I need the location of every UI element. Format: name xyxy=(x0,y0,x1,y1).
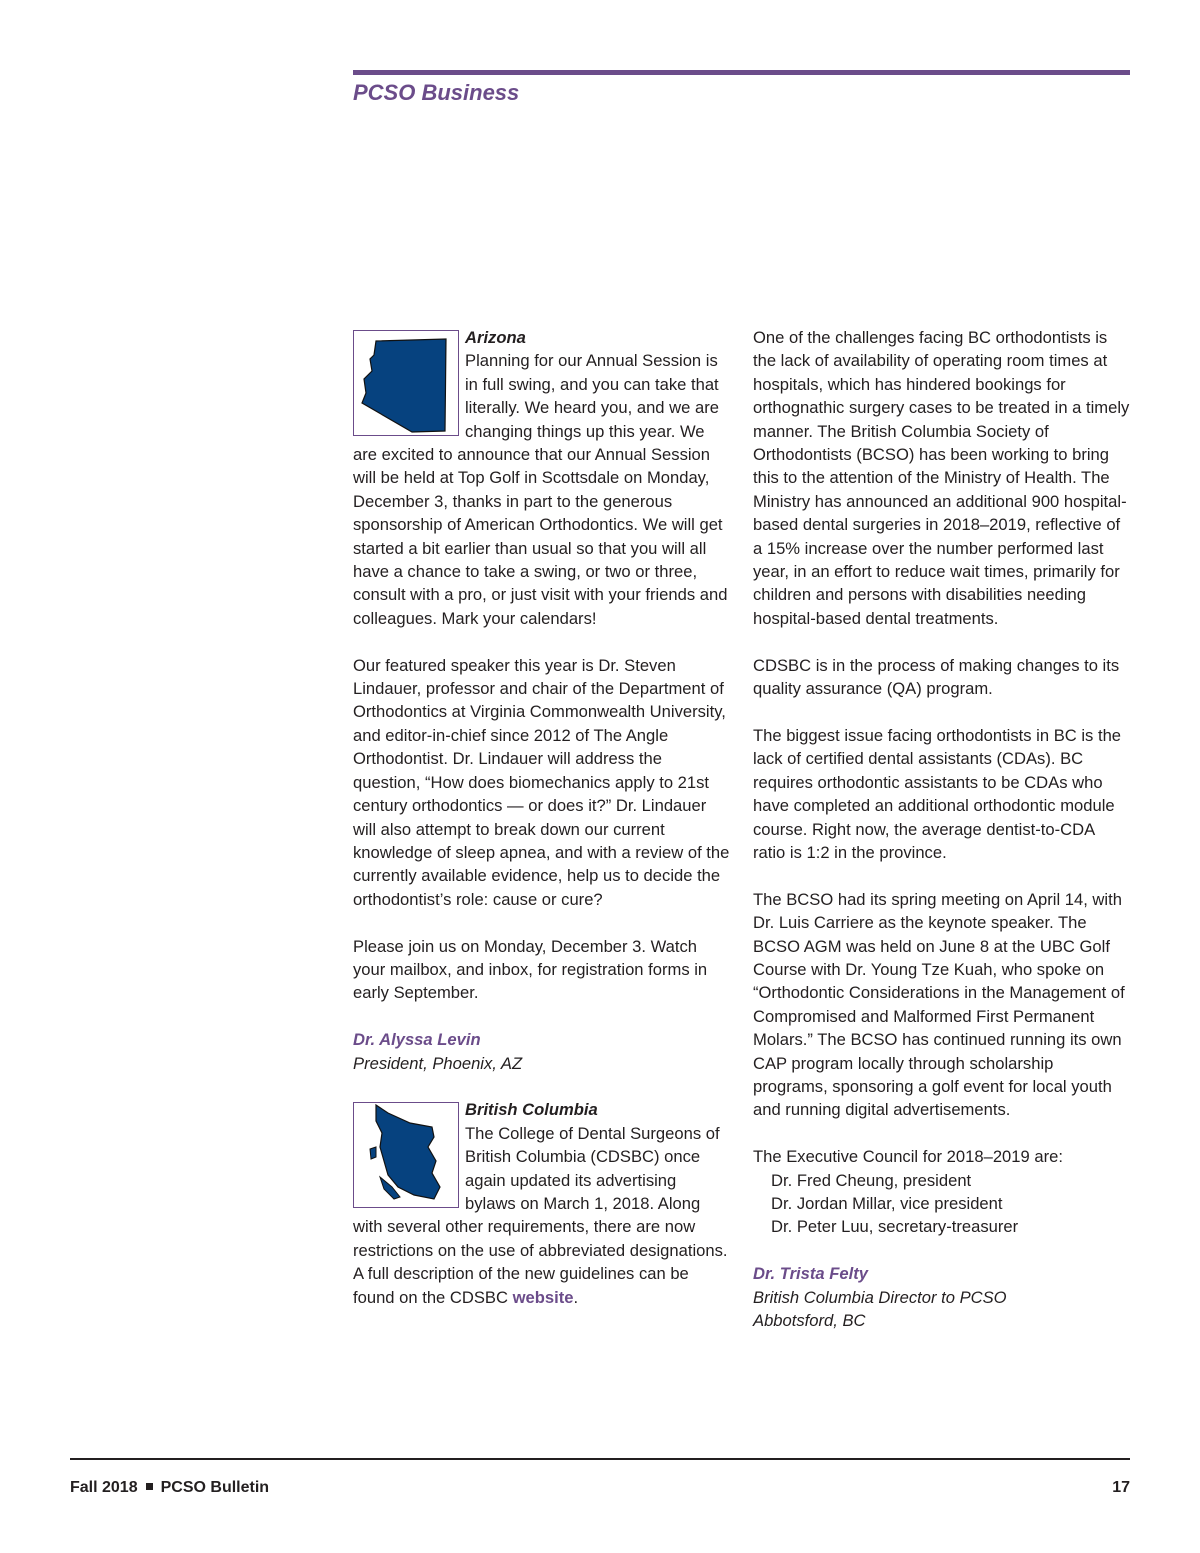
arizona-map-icon xyxy=(353,330,459,436)
bc-signature-role-2: Abbotsford, BC xyxy=(753,1310,866,1330)
arizona-paragraph-3: Please join us on Monday, December 3. Watch your mailbox, and inbox, for registration forms in early September. xyxy=(353,936,708,1003)
footer-rule xyxy=(70,1458,1130,1460)
header-rule xyxy=(353,70,1130,75)
arizona-heading: Arizona xyxy=(465,328,526,347)
cdsbc-website-link[interactable]: website xyxy=(512,1287,574,1307)
bc-paragraph-3: CDSBC is in the process of making changes to its quality assurance (QA) program. xyxy=(753,655,1120,699)
section-title: PCSO Business xyxy=(353,80,520,105)
footer-issue-date: Fall 2018 xyxy=(70,1479,138,1496)
bc-paragraph-1-end: . xyxy=(573,1287,579,1307)
council-member: Dr. Peter Luu, secretary-treasurer xyxy=(771,1217,1019,1237)
arizona-paragraph-2: Our featured speaker this year is Dr. Steven Lindauer, professor and chair of the Department of Orthodontics at Virginia Commonwealth University, and editor-in-chief since 2012 of The Angle Orthodontist. Dr. Lindauer will address the question, “How does biomechanics apply to 21st century orthodontics — or does it?” Dr. Lindauer will also attempt to break down our current knowledge of sleep apnea, and with a review of the currently available evidence, help us to decide the orthodontist’s role: cause or cure? xyxy=(353,655,730,909)
council-intro: The Executive Council for 2018–2019 are: xyxy=(753,1147,1063,1167)
bc-paragraph-1-text: The College of Dental Surgeons of British Columbia (CDSBC) once again updated its advertising bylaws on March 1, 2018. Along with several other requirements, there are now restrictions on the use of abbreviated designations. A full description of the new guidelines can be found on the CDSBC xyxy=(353,1123,728,1307)
left-column xyxy=(353,326,730,1309)
arizona-paragraph-1: Planning for our Annual Session is in full swing, and you can take that literally. We heard you, and we are changing things up this year. We are excited to announce that our Annual Session will be held at Top Golf in Scottsdale on Monday, December 3, thanks in part to the generous sponsorship of American Orthodontics. We will get started a bit earlier than usual so that you will all have a chance to take a swing, or two or three, consult with a pro, or just visit with your friends and colleagues. Mark your calendars! xyxy=(353,351,728,628)
arizona-signature-role: President, Phoenix, AZ xyxy=(353,1053,523,1073)
right-column xyxy=(753,326,1130,1332)
bc-signature-role-1: British Columbia Director to PCSO xyxy=(753,1287,1007,1307)
footer-bullet-icon xyxy=(146,1483,153,1490)
council-member: Dr. Fred Cheung, president xyxy=(771,1170,972,1190)
british-columbia-map-icon xyxy=(353,1102,459,1208)
page-number: 17 xyxy=(1112,1479,1130,1496)
bc-signature-name: Dr. Trista Felty xyxy=(753,1264,868,1284)
arizona-signature-name: Dr. Alyssa Levin xyxy=(353,1030,481,1050)
bc-paragraph-2: One of the challenges facing BC orthodontists is the lack of availability of operating room times at hospitals, which has hindered bookings for orthognathic surgery cases to be treated in a timely manner. The British Columbia Society of Orthodontists (BCSO) has been working to bring this to the attention of the Ministry of Health. The Ministry has announced an additional 900 hospital-based dental surgeries in 2018–2019, reflective of a 15% increase over the number performed last year, in an effort to reduce wait times, primarily for children and persons with disabilities needing hospital-based dental treatments. xyxy=(753,328,1130,628)
bc-heading: British Columbia xyxy=(465,1100,598,1120)
footer-issue xyxy=(70,1479,269,1497)
bc-paragraph-4: The biggest issue facing orthodontists in BC is the lack of certified dental assistants (CDAs). BC requires orthodontic assistants to be CDAs who have completed an additional orthodontic module course. Right now, the average dentist-to-CDA ratio is 1:2 in the province. xyxy=(753,725,1122,862)
bc-paragraph-5: The BCSO had its spring meeting on April 14, with Dr. Luis Carriere as the keynote speaker. The BCSO AGM was held on June 8 at the UBC Golf Course with Dr. Young Tze Kuah, who spoke on “Orthodontic Considerations in the Management of Compromised and Malformed First Permanent Molars.” The BCSO has continued running its own CAP program locally through scholarship programs, sponsoring a golf event for local youth and running digital advertisements. xyxy=(753,889,1125,1120)
footer-publication: PCSO Bulletin xyxy=(160,1479,270,1496)
council-member: Dr. Jordan Millar, vice president xyxy=(771,1193,1003,1213)
